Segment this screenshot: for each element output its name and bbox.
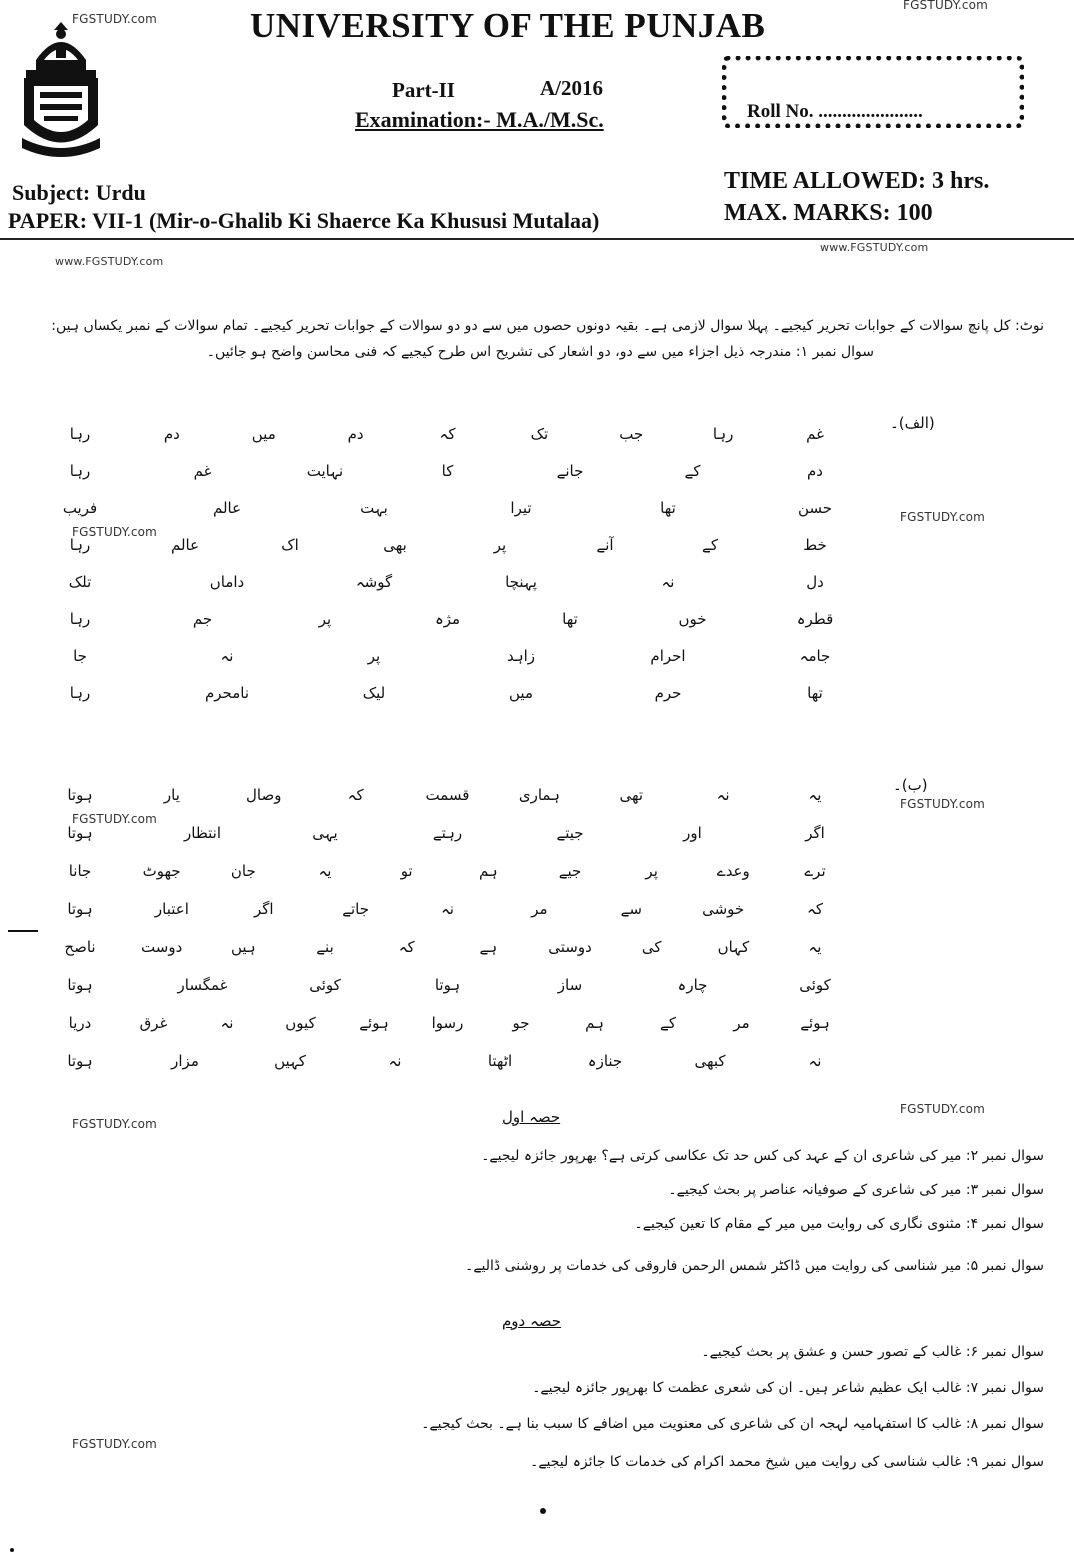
verse-word: دوست	[141, 938, 183, 956]
session-label: A/2016	[540, 76, 603, 100]
verse-word: کوئی	[309, 976, 341, 994]
verse-word: لیک	[362, 684, 386, 702]
university-title: UNIVERSITY OF THE PUNJAB	[250, 6, 766, 45]
verse-word: تھا	[660, 499, 676, 517]
verse-word: بنے	[316, 938, 334, 956]
verse-word: کیوں	[285, 1014, 316, 1032]
question-2: سوال نمبر ۲: میر کی شاعری ان کے عہد کی کس حد تک عکاسی کرتی ہے؟ بھرپور جائزہ لیجیے۔	[481, 1148, 1044, 1164]
verse-word: ترے	[804, 862, 826, 880]
verse-word: جامہ	[799, 647, 831, 665]
verse-word: فریب	[62, 499, 98, 517]
verse-word: ہوتا	[67, 1052, 93, 1070]
verse-word: آنے	[596, 536, 614, 554]
verse-word: رہا	[69, 425, 91, 443]
paper-label: PAPER: VII-1 (Mir-o-Ghalib Ki Shaerce Ka Khususi Mutalaa)	[8, 208, 600, 233]
verse-word: زاہد	[506, 647, 536, 665]
watermark: FGSTUDY.com	[72, 1437, 158, 1451]
verse-word: سے	[620, 900, 642, 918]
verse-word: ہیں	[230, 938, 256, 956]
verse-word: یہ	[808, 786, 822, 804]
instructions-note: نوٹ: کل پانچ سوالات کے جوابات تحریر کیجیے۔ پہلا سوال لازمی ہے۔ بقیہ دونوں حصوں میں سے دو دو سوالات کے جوابات تحریر کیجیے۔ تمام سوالات کے نمبر یکساں ہیں:	[51, 318, 1044, 334]
verse-word: اور	[683, 824, 702, 842]
verse-word: داماں	[209, 573, 245, 591]
verse-word: نامحرم	[204, 684, 250, 702]
watermark: FGSTUDY.com	[900, 510, 986, 524]
verse-word: نہ	[716, 786, 730, 804]
section-1-title: حصہ اول	[502, 1108, 561, 1126]
verse-word: دم	[163, 425, 180, 443]
verse-word: کے	[660, 1014, 676, 1032]
verse-word: جم	[192, 610, 213, 628]
verse-word: دریا	[68, 1014, 92, 1032]
verse-word: کہ	[807, 900, 823, 918]
verse-word: مر	[531, 900, 548, 918]
examination-label: Examination:- M.A./M.Sc.	[355, 107, 604, 132]
verse-word: اگر	[805, 824, 825, 842]
verse-word: رہتے	[432, 824, 463, 842]
verse-word: جیے	[558, 862, 582, 880]
verse-word: یہی	[312, 824, 338, 842]
watermark: www.FGSTUDY.com	[820, 241, 929, 254]
question-3: سوال نمبر ۳: میر کی شاعری کے صوفیانہ عناصر پر بحث کیجیے۔	[668, 1182, 1044, 1198]
verse-word: انتظار	[184, 824, 221, 842]
section-2-title: حصہ دوم	[502, 1312, 562, 1330]
verse-word: دم	[807, 462, 823, 480]
subject-label: Subject: Urdu	[12, 180, 146, 205]
verse-word: رسوا	[431, 1014, 464, 1032]
verse-word: جب	[619, 425, 644, 443]
verse-word: یار	[163, 786, 180, 804]
verse-word: ساز	[557, 976, 583, 994]
verse-word: اک	[281, 536, 299, 554]
part-label: Part-II	[392, 78, 455, 102]
verse-word: اٹھتا	[487, 1052, 513, 1070]
verse-word: کہیں	[274, 1052, 306, 1070]
verse-word: کہ	[398, 938, 415, 956]
verse-word: ہوتا	[67, 786, 93, 804]
verse-word: حرم	[654, 684, 682, 702]
watermark: FGSTUDY.com	[72, 525, 158, 539]
verse-word: عالم	[212, 499, 242, 517]
verse-word: مزار	[171, 1052, 199, 1070]
verse-word: رہا	[712, 425, 734, 443]
verse-word: ہم	[585, 1014, 604, 1032]
verse-word: مژہ	[434, 610, 461, 628]
question-8: سوال نمبر ۸: غالب کا استفہامیہ لہجہ ان کی شاعری کی معنویت میں اضافے کا سبب بنا ہے۔ بحث کیجیے۔	[421, 1416, 1044, 1432]
verse-word: جھوٹ	[142, 862, 181, 880]
verse-word: جاتے	[342, 900, 370, 918]
question-1-prompt: سوال نمبر ۱: مندرجہ ذیل اجزاء میں سے دو، دو اشعار کی تشریح اس طرح کیجیے کہ فنی محاسن واضح ہو جائیں۔	[206, 344, 874, 360]
verse-word: پر	[367, 647, 381, 665]
verse-word: ہے	[479, 938, 498, 956]
verse-word: حسن	[797, 499, 833, 517]
time-allowed: TIME ALLOWED: 3 hrs.	[724, 168, 990, 194]
verse-word: کا	[441, 462, 454, 480]
verse-word: تیرا	[510, 499, 532, 517]
verse-word: ہم	[478, 862, 498, 880]
stray-dot	[10, 1548, 14, 1552]
watermark: FGSTUDY.com	[72, 812, 158, 826]
roll-number-box	[722, 56, 1024, 128]
verse-word: وعدے	[716, 862, 750, 880]
verse-word: جانا	[68, 862, 92, 880]
verse-word: ہوتا	[434, 976, 461, 994]
stray-dot	[540, 1508, 546, 1514]
verse-word: کہاں	[717, 938, 750, 956]
max-marks: MAX. MARKS: 100	[724, 200, 933, 226]
verse-word: یہ	[808, 938, 822, 956]
verse-word: کہ	[439, 425, 456, 443]
verse-word: پر	[318, 610, 332, 628]
question-6: سوال نمبر ۶: غالب کے تصور حسن و عشق پر بحث کیجیے۔	[701, 1344, 1044, 1360]
verse-word: مر	[733, 1014, 750, 1032]
verse-word: ہوتا	[67, 824, 93, 842]
verse-word: رہا	[69, 462, 91, 480]
verse-word: قطرہ	[796, 610, 834, 628]
verse-word: جانے	[556, 462, 584, 480]
verse-word: میں	[509, 684, 533, 702]
watermark: FGSTUDY.com	[900, 797, 986, 811]
watermark: www.FGSTUDY.com	[55, 255, 164, 268]
verse-word: نہ	[388, 1052, 402, 1070]
verse-word: ناصح	[64, 938, 96, 956]
verse-word: اعتبار	[154, 900, 189, 918]
question-7: سوال نمبر ۷: غالب ایک عظیم شاعر ہیں۔ ان کی شعری عظمت کا بھرپور جائزہ لیجیے۔	[532, 1380, 1044, 1396]
verse-word: پر	[493, 536, 507, 554]
verse-word: غم	[806, 425, 824, 443]
question-4: سوال نمبر ۴: مثنوی نگاری کی روایت میں میر کے مقام کا تعین کیجیے۔	[634, 1216, 1044, 1232]
verse-word: دم	[347, 425, 364, 443]
watermark: FGSTUDY.com	[903, 0, 989, 12]
verse-word: غرق	[139, 1014, 168, 1032]
verse-word: رہا	[69, 536, 91, 554]
verse-word: نہ	[808, 1052, 822, 1070]
verse-word: عالم	[170, 536, 200, 554]
verse-word: خط	[803, 536, 827, 554]
verse-word: پہنچا	[505, 573, 537, 591]
verse-word: بھی	[383, 536, 407, 554]
verse-word: تلک	[68, 573, 92, 591]
verse-word: دل	[806, 573, 824, 591]
verse-word: نہ	[661, 573, 675, 591]
part-alif-label: (الف)۔	[890, 414, 935, 432]
verse-word: ہوئے	[359, 1014, 389, 1032]
watermark: FGSTUDY.com	[72, 12, 158, 26]
verse-word: ہوتا	[67, 976, 93, 994]
verse-word: کی	[641, 938, 662, 956]
verse-word: تو	[400, 862, 413, 880]
verse-word: ہوئے	[800, 1014, 830, 1032]
verse-word: دوستی	[548, 938, 592, 956]
watermark: FGSTUDY.com	[900, 1102, 986, 1116]
question-5: سوال نمبر ۵: میر شناسی کی روایت میں ڈاکٹر شمس الرحمن فاروقی کی خدمات پر روشنی ڈالیے۔	[465, 1258, 1044, 1274]
verse-word: ہماری	[518, 786, 560, 804]
verse-word: کبھی	[694, 1052, 726, 1070]
verse-word: کوئی	[799, 976, 831, 994]
verse-word: میں	[251, 425, 276, 443]
verse-word: کے	[702, 536, 718, 554]
verse-word: غم	[193, 462, 212, 480]
verse-word: نہایت	[306, 462, 344, 480]
verse-word: جا	[73, 647, 87, 665]
verse-word: رہا	[69, 610, 91, 628]
verse-word: قسمت	[425, 786, 470, 804]
verse-word: کے	[684, 462, 701, 480]
verse-word: جنازہ	[587, 1052, 623, 1070]
verse-word: نہ	[220, 1014, 234, 1032]
verse-word: غمگسار	[177, 976, 228, 994]
verse-word: یہ	[318, 862, 332, 880]
university-crest-logo	[18, 20, 104, 168]
part-be-label: (ب)۔	[893, 776, 928, 794]
verse-word: چارہ	[677, 976, 708, 994]
verse-word: اگر	[253, 900, 274, 918]
verse-word: پر	[645, 862, 658, 880]
verse-word: گوشہ	[355, 573, 393, 591]
verse-word: تک	[530, 425, 549, 443]
roll-number-field: Roll No. ......................	[747, 101, 923, 122]
watermark: FGSTUDY.com	[72, 1117, 158, 1131]
verse-word: رہا	[69, 684, 91, 702]
header-divider	[0, 238, 1074, 240]
verse-word: ہوتا	[67, 900, 93, 918]
verse-word: کہ	[347, 786, 364, 804]
verse-word: جو	[512, 1014, 530, 1032]
verse-word: جیتے	[556, 824, 584, 842]
verse-word: احرام	[650, 647, 686, 665]
verse-word: تھی	[619, 786, 644, 804]
verse-word: تھا	[807, 684, 823, 702]
verse-word: جان	[230, 862, 256, 880]
question-9: سوال نمبر ۹: غالب شناسی کی روایت میں شیخ محمد اکرام کی خدمات کا جائزہ لیجیے۔	[530, 1454, 1044, 1470]
verse-word: نہ	[220, 647, 234, 665]
verse-word: بہت	[360, 499, 388, 517]
verse-word: خوں	[678, 610, 707, 628]
verse-word: خوشی	[702, 900, 745, 918]
verse-word: وصال	[246, 786, 282, 804]
verse-word: تھا	[562, 610, 578, 628]
verse-word: نہ	[441, 900, 454, 918]
stray-mark	[8, 930, 38, 932]
